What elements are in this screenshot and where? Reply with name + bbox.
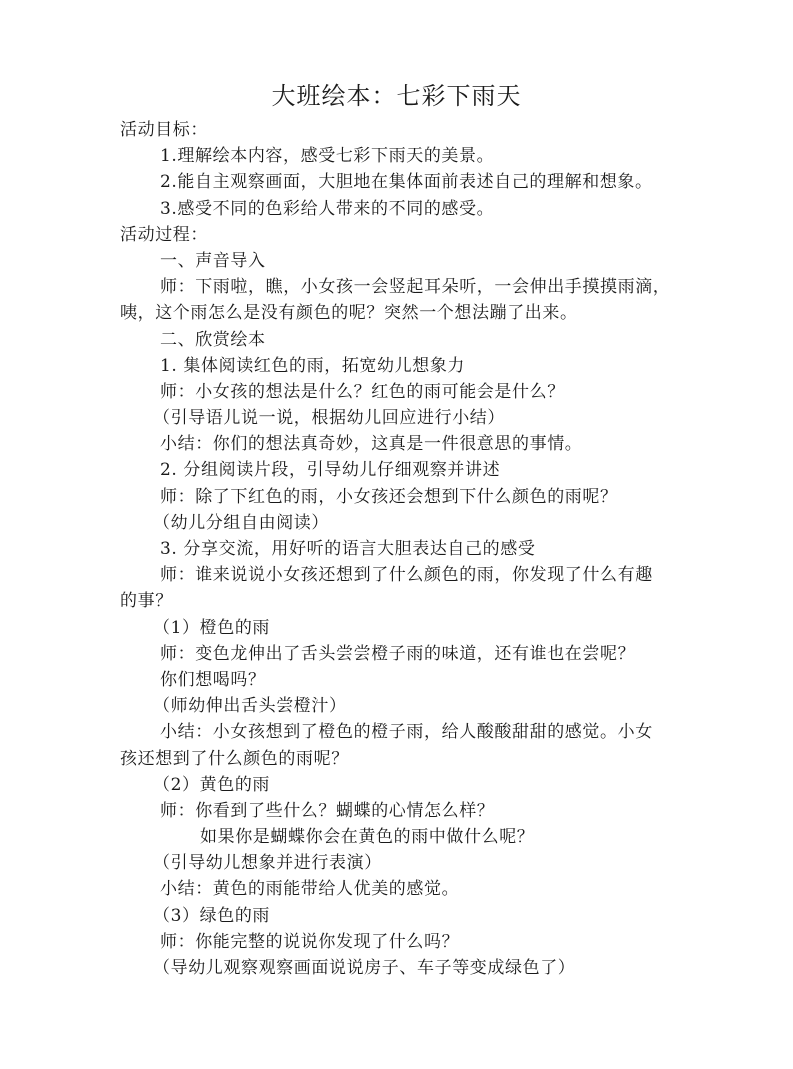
summary-line: 孩还想到了什么颜色的雨呢？ bbox=[120, 748, 349, 769]
color-heading-yellow: （2）黄色的雨 bbox=[153, 774, 271, 795]
step-heading: 3. 分享交流，用好听的语言大胆表达自己的感受 bbox=[160, 539, 536, 559]
summary-line: 小结：小女孩想到了橙色的橙子雨，给人酸酸甜甜的感觉。小女 bbox=[160, 722, 653, 743]
summary-line: 小结：你们的想法真奇妙，这真是一件很意思的事情。 bbox=[160, 434, 583, 455]
paragraph-line: 师：除了下红色的雨，小女孩还会想到下什么颜色的雨呢？ bbox=[160, 486, 618, 507]
paragraph-line: 师：你能完整的说说你发现了什么吗？ bbox=[160, 931, 460, 952]
note-line: （引导幼儿想象并进行表演） bbox=[153, 853, 382, 874]
goal-item: 2.能自主观察画面，大胆地在集体面前表述自己的理解和想象。 bbox=[160, 172, 653, 193]
note-line: （引导语儿说一说，根据幼儿回应进行小结） bbox=[153, 408, 505, 429]
paragraph-line: 如果你是蝴蝶你会在黄色的雨中做什么呢？ bbox=[200, 827, 535, 848]
note-line: （幼儿分组自由阅读） bbox=[153, 512, 329, 533]
document-body bbox=[120, 117, 680, 981]
note-line: （师幼伸出舌头尝橙汁） bbox=[153, 696, 347, 717]
subsection-heading: 一、声音导入 bbox=[160, 250, 266, 271]
paragraph-line: 师：下雨啦，瞧，小女孩一会竖起耳朵听，一会伸出手摸摸雨滴， bbox=[160, 277, 671, 298]
paragraph-line: 的事？ bbox=[120, 591, 173, 612]
section-heading-goals: 活动目标： bbox=[120, 120, 208, 140]
paragraph-line: 咦，这个雨怎么是没有颜色的呢？突然一个想法蹦了出来。 bbox=[120, 303, 578, 324]
paragraph-line: 师：你看到了些什么？蝴蝶的心情怎么样？ bbox=[160, 800, 495, 821]
step-heading: 1. 集体阅读红色的雨，拓宽幼儿想象力 bbox=[160, 355, 466, 376]
paragraph-line: 师：小女孩的想法是什么？红色的雨可能会是什么？ bbox=[160, 381, 565, 402]
paragraph-line: 你们想喝吗？ bbox=[160, 669, 266, 690]
step-heading: 2. 分组阅读片段，引导幼儿仔细观察并讲述 bbox=[160, 460, 501, 481]
page-title: 大班绘本：七彩下雨天 bbox=[271, 82, 522, 110]
goal-item: 1.理解绘本内容，感受七彩下雨天的美景。 bbox=[160, 146, 495, 167]
goal-item: 3.感受不同的色彩给人带来的不同的感受。 bbox=[160, 198, 495, 219]
paragraph-line: 师：谁来说说小女孩还想到了什么颜色的雨，你发现了什么有趣 bbox=[160, 565, 653, 586]
color-heading-green: （3）绿色的雨 bbox=[153, 905, 271, 926]
subsection-heading: 二、欣赏绘本 bbox=[160, 329, 266, 350]
section-heading-process: 活动过程： bbox=[120, 224, 208, 245]
note-line: （导幼儿观察观察画面说说房子、车子等变成绿色了） bbox=[153, 958, 576, 978]
summary-line: 小结：黄色的雨能带给人优美的感觉。 bbox=[160, 879, 460, 900]
paragraph-line: 师：变色龙伸出了舌头尝尝橙子雨的味道，还有谁也在尝呢？ bbox=[160, 643, 636, 664]
color-heading-orange: （1）橙色的雨 bbox=[153, 617, 271, 638]
